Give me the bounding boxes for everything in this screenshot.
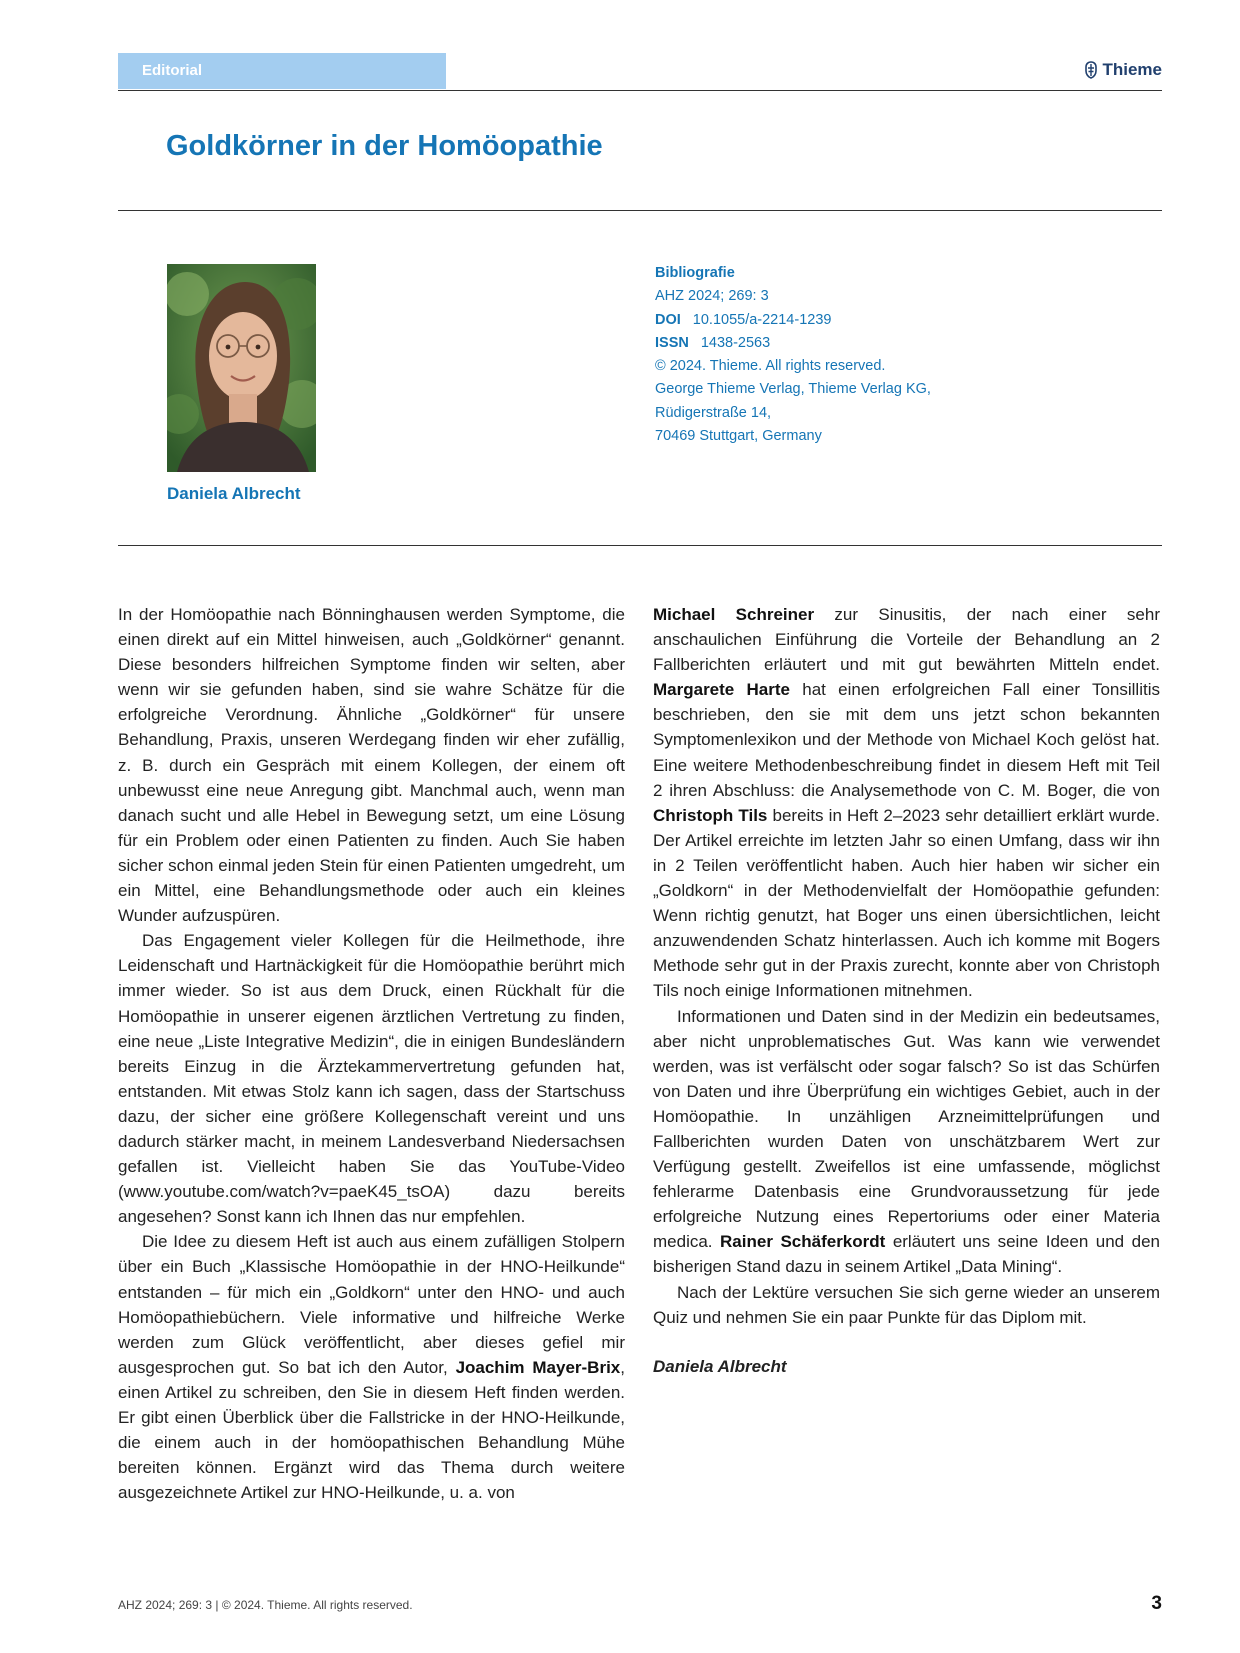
author-mention-schreiner: Michael Schreiner [653, 605, 815, 624]
paragraph-5: Nach der Lektüre versuchen Sie sich gerne wieder an unserem Quiz und nehmen Sie ein paar Punkte für das Diplom mit. [653, 1282, 1160, 1327]
footer-citation: AHZ 2024; 269: 3 | © 2024. Thieme. All rights reserved. [118, 1598, 413, 1612]
paragraph-3-text-c: zur Sinusitis, der nach einer sehr anschaulichen Einführung die Vorteile der Behandlung an 2 Fallberichten erläutert und mit gut bewährten Mitteln endet. [653, 605, 1160, 675]
paragraph-4-text-a: Informationen und Daten sind in der Medizin ein bedeutsames, aber nicht unproblematisches Gut. Was kann wie verwendet werden, was ist verfälscht oder sogar falsch? So ist das Schürfen von Daten und ihre Überprüfung ein wichtiges Gebiet, auch in der Homöopathie. In unzähligen Arzneimittelprüfungen und Fallberichten wurden Daten von unschätzbarem Wert zur Verfügung gestellt. Zweifellos ist eine umfassende, möglichst fehlerarme Datenbasis eine Grundvoraussetzung für jede erfolgreiche Nutzung eines Repertoriums oder einer Materia medica. [653, 1006, 1160, 1252]
doi-line [655, 309, 931, 332]
author-mention-mayer-brix: Joachim Mayer-Brix [455, 1357, 621, 1377]
doi-value[interactable]: 10.1055/a-2214-1239 [692, 311, 832, 328]
paragraph-3-text-d: hat einen erfolgreichen Fall einer Tonsillitis beschrieben, den sie mit dem uns jetzt schon bekannten Symptomenlexikon und der Methode von Michael Koch gelöst hat. Eine weitere Methodenbeschreibung findet in diesem Heft mit Teil 2 ihren Abschluss: die Analysemethode von C. M. Boger, die von [653, 680, 1160, 800]
header-rule [118, 90, 1162, 91]
paragraph-3-text-e: bereits in Heft 2–2023 sehr detailliert erklärt wurde. Der Artikel erreichte im letzten Jahr so einen Umfang, dass wir ihn in 2 Teilen veröffentlicht haben. Auch hier haben wir sicher ein „Goldkorn“ in der Methodenvielfalt der Homöopathie gefunden: Wenn richtig genutzt, hat Boger uns einen übersichtlichen, leicht anzuwendenden Schatz hinterlassen. Auch ich komme mit Bogers Methode sehr gut in der Praxis zurecht, konnte aber von Christoph Tils noch einige Informationen mitnehmen. [653, 805, 1160, 1001]
paragraph-2: Das Engagement vieler Kollegen für die Heilmethode, ihre Leidenschaft und Hartnäckigkeit für die Homöopathie berührt mich immer wieder. So ist aus dem Druck, einen Rückhalt für die Homöopathie in unserer eigenen ärztlichen Vertretung zu finden, eine neue „Liste Integrative Medizin“, die in einigen Bundesländern bereits Einzug in die Ärztekammervertretung gefunden hat, entstanden. Mit etwas Stolz kann ich sagen, dass der Startschuss dazu, der sicher eine größere Kollegenschaft vereint und uns dadurch stärker macht, in meinem Landesverband Niedersachsen gefallen ist. Vielleicht haben Sie das YouTube-Video (www.youtube.com/watch?v=paeK45_tsOA) dazu bereits angesehen? Sonst kann ich Ihnen das nur empfehlen. [118, 931, 625, 1227]
author-portrait [167, 264, 316, 472]
paragraph-3-text-a: Die Idee zu diesem Heft ist auch aus einem zufälligen Stolpern über ein Buch „Klassische Homöopathie in der HNO-Heilkunde“ entstanden – für mich ein „Goldkorn“ unter den HNO- und auch Homöopathiebüchern. Viele informative und hilfreiche Werke werden zum Glück veröffentlicht, aber dieses gefiel mir ausgesprochen gut. So bat ich den Autor, [118, 1232, 625, 1377]
issn-line [655, 332, 931, 355]
paragraph-1: In der Homöopathie nach Bönninghausen werden Symptome, die einen direkt auf ein Mittel hinweisen, auch „Goldkörner“ genannt. Diese besonders hilfreichen Symptome finden wir selten, aber wenn wir sie gefunden haben, sind sie wahre Schätze für die erfolgreiche Verordnung. Ähnliche „Goldkörner“ für unsere Behandlung, Praxis, unseren Werdegang finden wir eher zufällig, z. B. durch ein Gespräch mit einem Kollegen, der einem oft unbewusst eine neue Anregung gibt. Manchmal auch, wenn man danach sucht und alle Hebel in Bewegung setzt, um eine Lösung für ein Problem oder einen Patienten zu finden. Auch Sie haben sicher schon einmal jeden Stein für einen Patienten umgedreht, um ein Mittel, eine Behandlungsmethode oder auch ein kleines Wunder aufzuspüren. [118, 605, 625, 926]
paragraph-4 [653, 1004, 1160, 1280]
issn-value: 1438-2563 [700, 334, 771, 351]
title-rule [118, 210, 1162, 211]
article-title: Goldkörner in der Homöopathie [166, 130, 603, 162]
brand-name: Thieme [1102, 60, 1162, 79]
signature: Daniela Albrecht [653, 1356, 787, 1376]
doi-label: DOI [655, 311, 681, 328]
copyright-line: © 2024. Thieme. All rights reserved. [655, 358, 886, 375]
body-column-right [653, 602, 1160, 1379]
section-label: Editorial [118, 53, 446, 89]
author-mention-tils: Christoph Tils [653, 805, 768, 825]
bibliography-block [655, 262, 931, 448]
paragraph-3-text-b: , einen Artikel zu schreiben, den Sie in diesem Heft finden werden. Er gibt einen Überblick über die Fallstricke in der HNO-Heilkunde, die einem auch in der homöopathischen Behandlung Mühe bereiten können. Ergänzt wird das Thema durch weitere ausgezeichnete Artikel zur HNO-Heilkunde, u. a. von [118, 1357, 625, 1503]
publisher-line: George Thieme Verlag, Thieme Verlag KG, [655, 381, 931, 398]
bibliography-heading: Bibliografie [655, 265, 735, 281]
author-mention-schaeferkordt: Rainer Schäferkordt [720, 1232, 886, 1252]
paragraph-4-text-b: erläutert uns seine Ideen und den bisherigen Stand dazu in seinem Artikel „Data Mining“. [653, 1232, 1160, 1277]
publisher-logo [1084, 60, 1162, 80]
paragraph-3-continued [653, 602, 1160, 1004]
issn-label: ISSN [655, 334, 689, 351]
header-block-rule [118, 545, 1162, 546]
author-name: Daniela Albrecht [167, 484, 301, 503]
street-line: Rüdigerstraße 14, [655, 404, 772, 421]
paragraph-3-start [118, 1229, 625, 1505]
city-line: 70469 Stuttgart, Germany [655, 428, 822, 445]
body-column-left [118, 602, 625, 1505]
thieme-logo-icon [1084, 61, 1098, 79]
author-mention-harte: Margarete Harte [653, 680, 790, 700]
bibliography-citation: AHZ 2024; 269: 3 [655, 288, 769, 305]
page-number: 3 [1151, 1593, 1162, 1614]
